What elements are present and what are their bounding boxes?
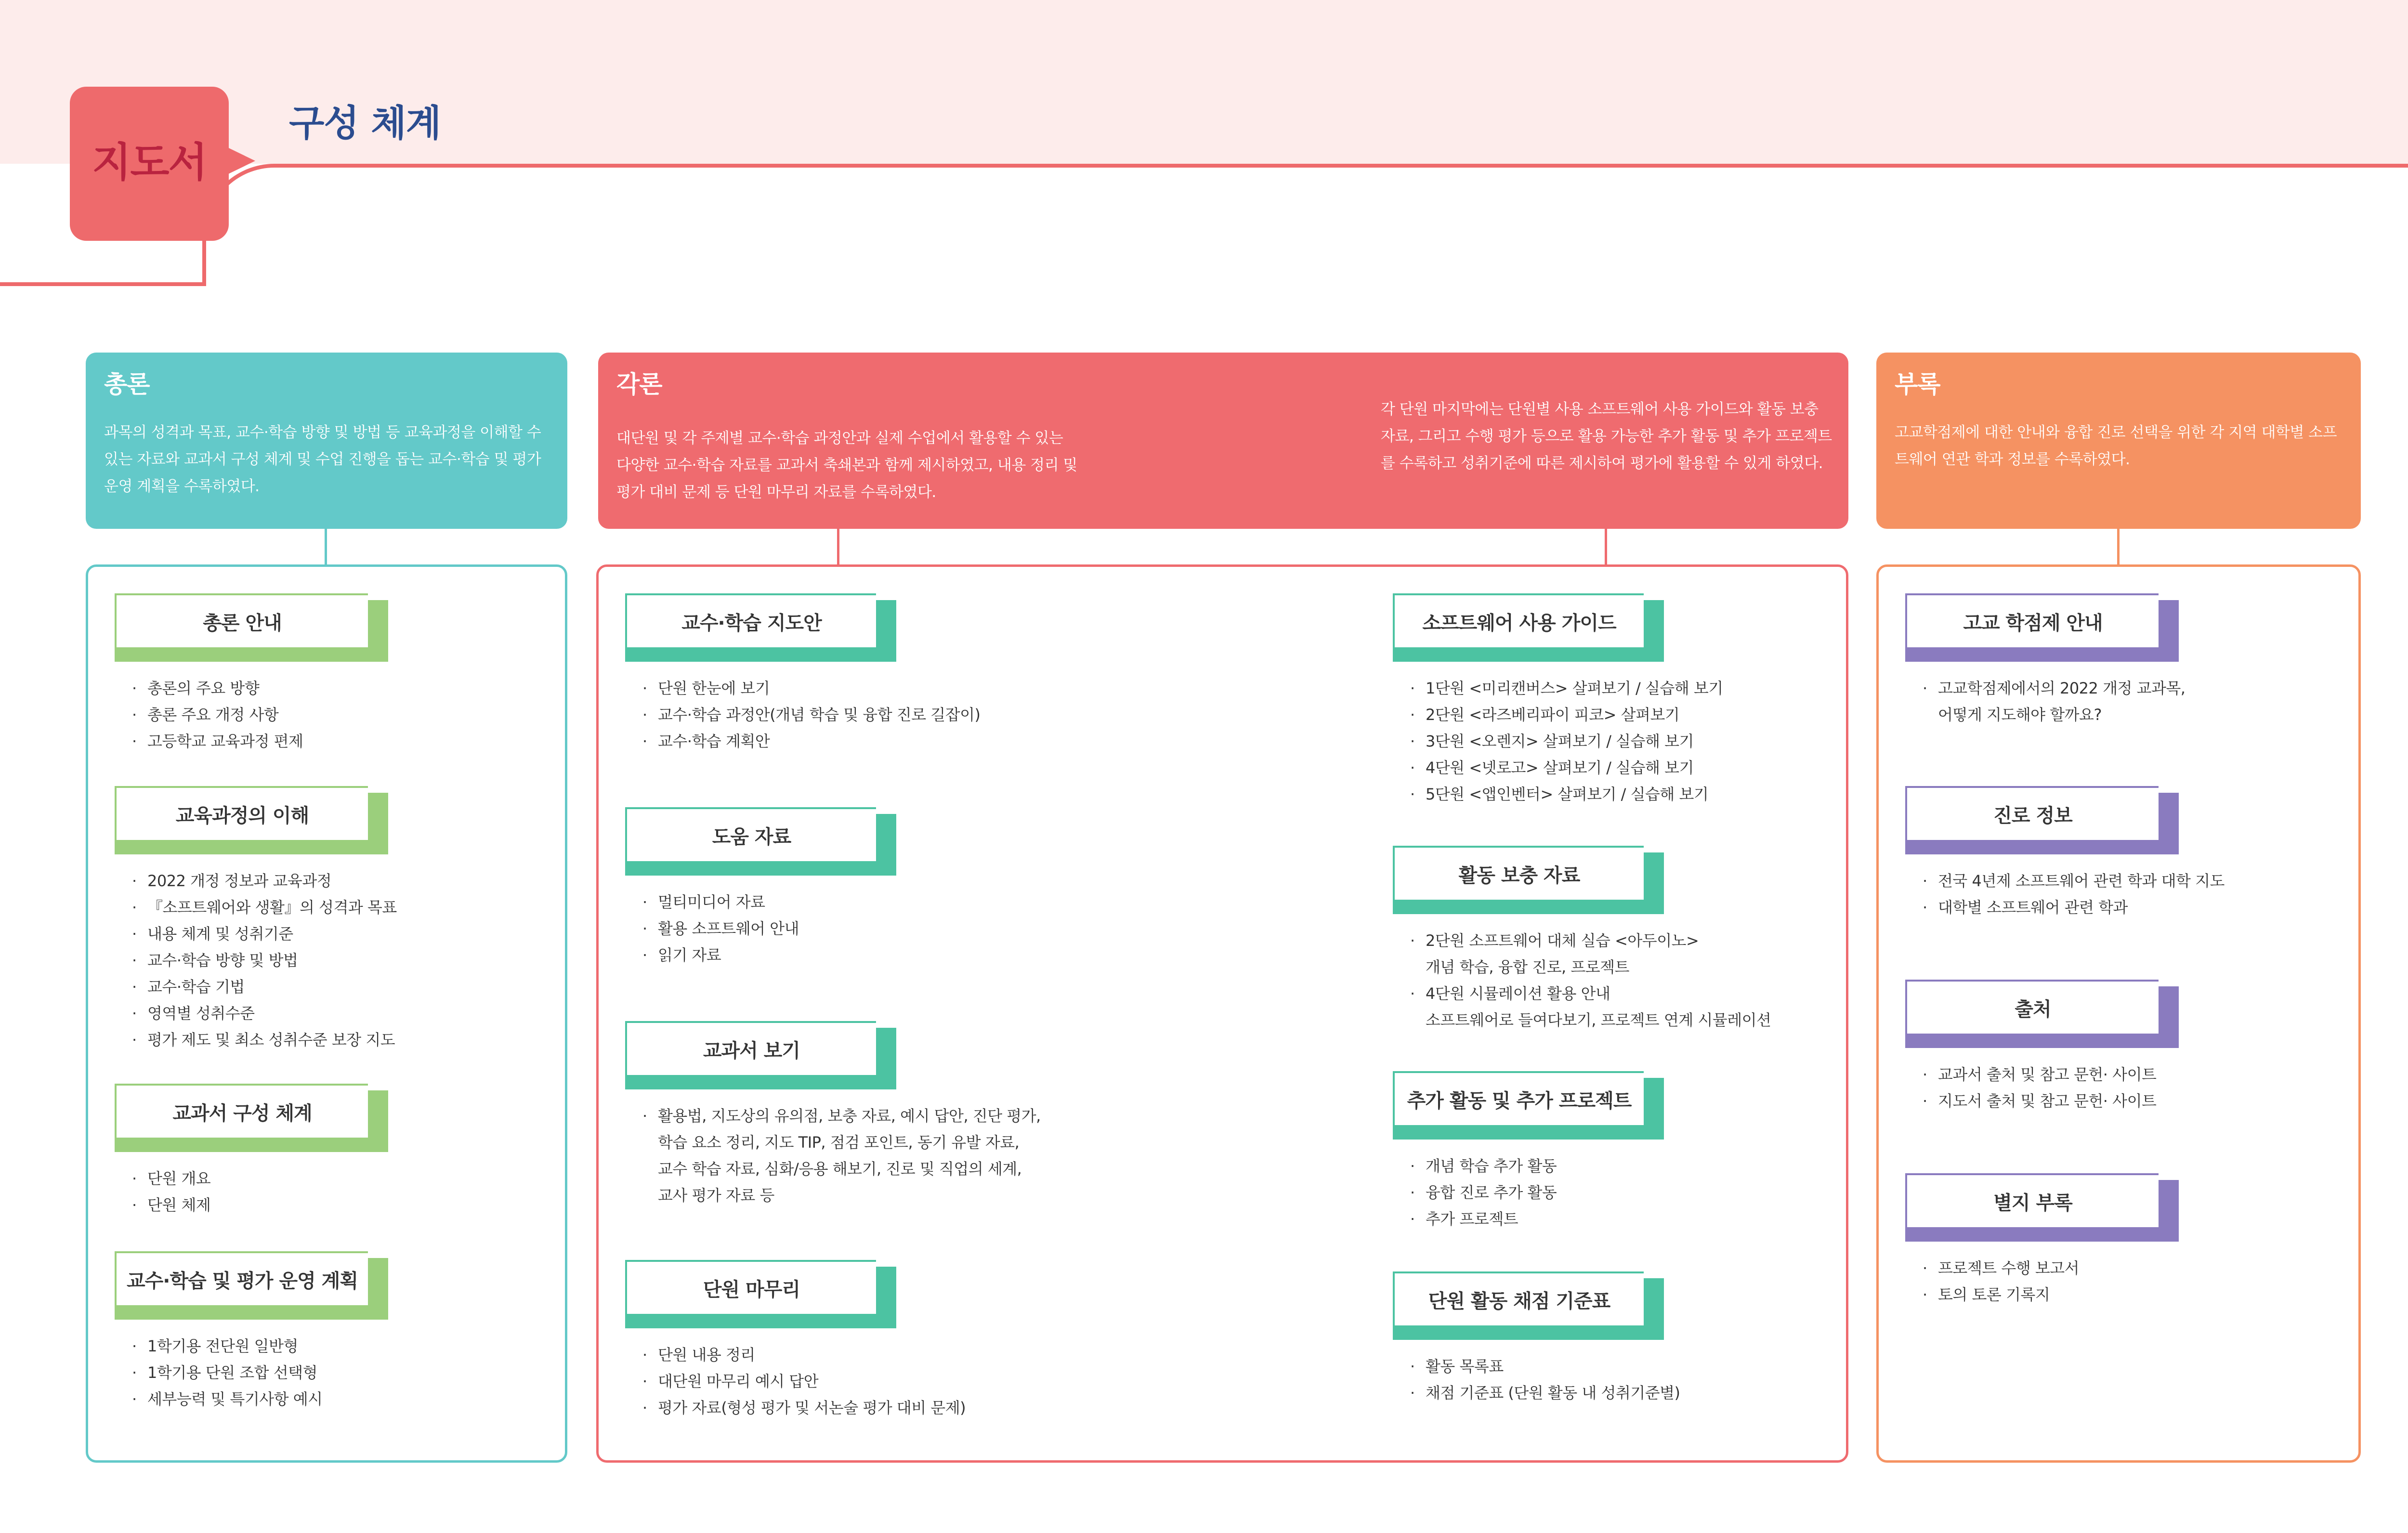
section-item: · 활용 소프트웨어 안내 [641, 916, 1122, 942]
section-item-list [1921, 868, 2344, 921]
section-tag [1905, 786, 2179, 854]
section-item: · 1학기용 전단원 일반형 [130, 1333, 554, 1360]
section-item: · 추가 프로젝트 [1408, 1206, 1832, 1232]
section-item-list [1921, 1061, 2344, 1114]
section-item: · 단원 체제 [130, 1192, 554, 1219]
section-item: · 교과서 출처 및 참고 문헌· 사이트 [1921, 1061, 2344, 1088]
section-tag-label: 별지 부록 [1905, 1173, 2159, 1227]
section-item-list [130, 675, 554, 755]
units-box [598, 353, 1848, 529]
section-item-list [1408, 1353, 1832, 1406]
section-item: · 단원 한눈에 보기 [641, 675, 1122, 702]
section-item: · 4단원 시뮬레이션 활용 안내 소프트웨어로 들여다보기, 프로젝트 연계 시뮬레이션 [1408, 981, 1832, 1034]
section-item-list [130, 1333, 554, 1413]
section-tag [625, 593, 896, 662]
section-item-list [641, 675, 1122, 755]
section-item-list [1921, 1255, 2344, 1308]
section-tag-label: 진로 정보 [1905, 786, 2159, 840]
section-tag [1393, 593, 1664, 662]
section-item: · 평가 제도 및 최소 성취수준 보장 지도 [130, 1027, 554, 1053]
units-description-right: 각 단원 마지막에는 단원별 사용 소프트웨어 사용 가이드와 활동 보충 자료, 그리고 수행 평가 등으로 활용 가능한 추가 활동 및 추가 프로젝트를 수록하고 성취기준에 따른 제시하여 평가에 활용할 수 있게 하였다. [1381, 401, 1832, 472]
section-item: · 『소프트웨어와 생활』의 성격과 목표 [130, 894, 554, 921]
section-item: · 대학별 소프트웨어 관련 학과 [1921, 894, 2344, 921]
section-tag-label: 교과서 보기 [625, 1021, 876, 1075]
section-item: · 읽기 자료 [641, 942, 1122, 969]
section-tag [1905, 1173, 2179, 1242]
section-tag-label: 교수·학습 지도안 [625, 593, 876, 647]
section-tag [625, 1260, 896, 1328]
section-item: · 2단원 <라즈베리파이 피코> 살펴보기 [1408, 702, 1832, 728]
section-item: · 교수·학습 방향 및 방법 [130, 947, 554, 974]
section-item-list [1921, 675, 2344, 728]
section-item: · 내용 체계 및 성취기준 [130, 921, 554, 947]
overview-box [86, 353, 567, 529]
section-item: · 1학기용 단원 조합 선택형 [130, 1360, 554, 1386]
section-item-list [641, 889, 1122, 969]
section-tag-label: 교과서 구성 체계 [115, 1084, 368, 1138]
header-divider-right [255, 164, 2408, 289]
section-item: · 5단원 <앱인벤터> 살펴보기 / 실습해 보기 [1408, 781, 1832, 808]
section-item: · 멀티미디어 자료 [641, 889, 1122, 916]
guide-badge-label: 지도서 [92, 139, 207, 186]
section-item: · 융합 진로 추가 활동 [1408, 1179, 1832, 1206]
section-item: · 채점 기준표 (단원 활동 내 성취기준별) [1408, 1380, 1832, 1406]
page-title: 구성 체계 [289, 102, 441, 144]
section-item-list [1408, 928, 1832, 1034]
section-item: · 활용법, 지도상의 유의점, 보충 자료, 예시 답안, 진단 평가, 학습 요소 정리, 지도 TIP, 점검 포인트, 동기 유발 자료, 교수 학습 자료, 심화/응용 해보기, 진로 및 직업의 세계, 교사 평가 자료 등 [641, 1103, 1122, 1209]
section-item: · 대단원 마무리 예시 답안 [641, 1368, 1122, 1395]
section-item: · 3단원 <오렌지> 살펴보기 / 실습해 보기 [1408, 728, 1832, 755]
overview-description: 과목의 성격과 목표, 교수·학습 방향 및 방법 등 교육과정을 이해할 수 있는 자료와 교과서 구성 체계 및 수업 진행을 돕는 교수·학습 및 평가 운영 계획을 수록하였다. [104, 424, 541, 495]
section-item: · 활동 목록표 [1408, 1353, 1832, 1380]
section-item: · 지도서 출처 및 참고 문헌· 사이트 [1921, 1088, 2344, 1114]
section-tag-label: 추가 활동 및 추가 프로젝트 [1393, 1071, 1644, 1125]
section-tag [625, 807, 896, 876]
overview-title: 총론 [104, 370, 150, 398]
section-tag-label: 교수·학습 및 평가 운영 계획 [115, 1251, 368, 1305]
section-item-list [130, 1166, 554, 1219]
section-tag-label: 단원 활동 채점 기준표 [1393, 1271, 1644, 1325]
section-item: · 단원 개요 [130, 1166, 554, 1192]
section-item: · 2단원 소프트웨어 대체 실습 <아두이노> 개념 학습, 융합 진로, 프로젝트 [1408, 928, 1832, 981]
section-tag-label: 고교 학점제 안내 [1905, 593, 2159, 647]
section-item: · 고교학점제에서의 2022 개정 교과목, 어떻게 지도해야 할까요? [1921, 675, 2344, 728]
section-tag-label: 활동 보충 자료 [1393, 846, 1644, 900]
section-item: · 총론의 주요 방향 [130, 675, 554, 702]
section-item-list [641, 1103, 1122, 1209]
section-item: · 단원 내용 정리 [641, 1342, 1122, 1368]
section-item-list [130, 868, 554, 1053]
section-tag-label: 소프트웨어 사용 가이드 [1393, 593, 1644, 647]
section-item: · 2022 개정 정보과 교육과정 [130, 868, 554, 894]
section-tag-label: 교육과정의 이해 [115, 786, 368, 840]
section-tag [1905, 980, 2179, 1048]
appendix-description: 고교학점제에 대한 안내와 융합 진로 선택을 위한 각 지역 대학별 소프트웨어 연관 학과 정보를 수록하였다. [1895, 424, 2337, 468]
section-tag [1393, 1071, 1664, 1140]
section-tag [115, 593, 388, 662]
section-item: · 영역별 성취수준 [130, 1000, 554, 1027]
section-item: · 교수·학습 기법 [130, 974, 554, 1000]
section-tag-label: 출처 [1905, 980, 2159, 1034]
section-item: · 프로젝트 수행 보고서 [1921, 1255, 2344, 1282]
section-item: · 토의 토론 기록지 [1921, 1282, 2344, 1308]
section-item: · 교수·학습 계획안 [641, 728, 1122, 755]
section-item-list [641, 1342, 1122, 1421]
appendix-title: 부록 [1895, 370, 1940, 398]
section-tag [1393, 1271, 1664, 1340]
section-item: · 1단원 <미리캔버스> 살펴보기 / 실습해 보기 [1408, 675, 1832, 702]
section-tag [115, 786, 388, 854]
section-tag [115, 1084, 388, 1152]
section-tag [115, 1251, 388, 1320]
section-item: · 세부능력 및 특기사항 예시 [130, 1386, 554, 1413]
section-tag [625, 1021, 896, 1089]
section-item: · 고등학교 교육과정 편제 [130, 728, 554, 755]
section-item: · 교수·학습 과정안(개념 학습 및 융합 진로 길잡이) [641, 702, 1122, 728]
section-item-list [1408, 675, 1832, 808]
section-tag-label: 도움 자료 [625, 807, 876, 861]
units-description-left: 대단원 및 각 주제별 교수·학습 과정안과 실제 수업에서 활용할 수 있는 다양한 교수·학습 자료를 교과서 축쇄본과 함께 제시하였고, 내용 정리 및 평가 대비 문제 등 단원 마무리 자료를 수록하였다. [616, 430, 1077, 501]
section-tag-label: 단원 마무리 [625, 1260, 876, 1314]
section-item: · 4단원 <넷로고> 살펴보기 / 실습해 보기 [1408, 755, 1832, 781]
appendix-box [1876, 353, 2361, 529]
section-item: · 개념 학습 추가 활동 [1408, 1153, 1832, 1179]
section-item: · 평가 자료(형성 평가 및 서논술 평가 대비 문제) [641, 1395, 1122, 1421]
section-tag [1905, 593, 2179, 662]
section-item: · 전국 4년제 소프트웨어 관련 학과 대학 지도 [1921, 868, 2344, 894]
units-title: 각론 [616, 370, 662, 398]
section-item: · 총론 주요 개정 사항 [130, 702, 554, 728]
section-tag-label: 총론 안내 [115, 593, 368, 647]
section-item-list [1408, 1153, 1832, 1232]
section-tag [1393, 846, 1664, 914]
